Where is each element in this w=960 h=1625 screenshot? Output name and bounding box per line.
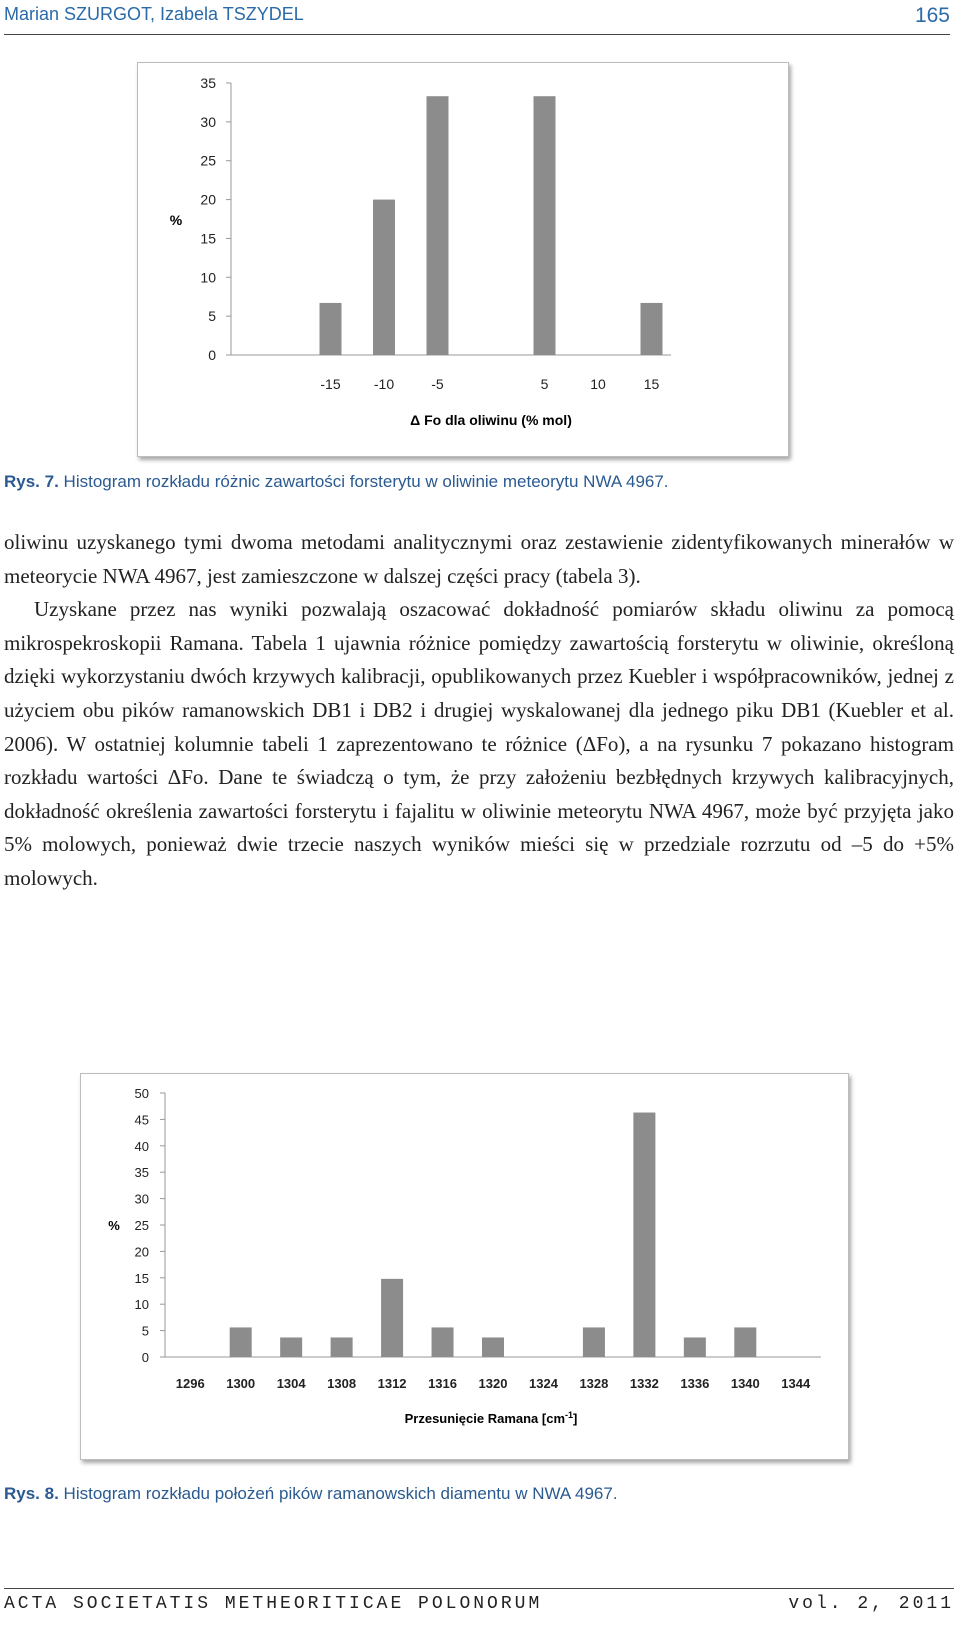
x-tick-label: 1332	[629, 1376, 659, 1391]
histogram-bar	[734, 1327, 756, 1357]
y-tick-label: 10	[200, 269, 216, 286]
histogram-bar	[280, 1337, 302, 1357]
x-tick-label: 5	[540, 376, 549, 392]
x-tick-label: 1304	[276, 1376, 306, 1391]
x-tick-label: 1312	[377, 1376, 407, 1391]
caption-label: Rys. 8.	[4, 1484, 59, 1503]
histogram-bar	[230, 1327, 252, 1357]
x-tick-label: 1320	[478, 1376, 508, 1391]
paragraph: oliwinu uzyskanego tymi dwoma metodami analitycznymi oraz zestawienie zidentyfikowanych minerałów w meteorycie NWA 4967, jest zamieszczone w dalszej części pracy (tabela 3).	[4, 530, 954, 588]
y-tick-label: 40	[134, 1138, 149, 1154]
unit-superscript: -1	[565, 1410, 574, 1420]
page-number: 165	[914, 4, 950, 27]
x-tick-label: 1340	[730, 1376, 760, 1391]
x-tick-label: 1324	[529, 1376, 558, 1391]
caption-label: Rys. 7.	[4, 472, 59, 491]
x-tick-label: 10	[590, 376, 606, 392]
x-tick-label: 1336	[680, 1376, 710, 1391]
x-tick-label: -15	[320, 376, 341, 392]
histogram-bar	[373, 200, 395, 355]
x-tick-label: 15	[643, 376, 660, 392]
y-tick-label: 45	[134, 1112, 149, 1128]
footer-rule	[4, 1588, 954, 1589]
histogram-delta-fo	[138, 63, 788, 456]
caption-text: Histogram rozkładu położeń pików ramanowskich diamentu w NWA 4967.	[63, 1484, 618, 1503]
x-tick-label: 1308	[327, 1376, 357, 1391]
y-tick-label: 35	[134, 1165, 149, 1181]
x-axis-label: Przesunięcie Ramana $[cm^{-1}]$	[404, 1410, 578, 1426]
x-tick-label: 1316	[428, 1376, 457, 1391]
y-tick-label: 50	[134, 1086, 149, 1101]
histogram-bar	[684, 1337, 706, 1357]
caption-text: Histogram rozkładu różnic zawartości forsterytu w oliwinie meteorytu NWA 4967.	[63, 472, 669, 491]
y-tick-label: 20	[134, 1244, 149, 1260]
figure-8-chart	[80, 1073, 849, 1460]
y-tick-label: 10	[134, 1297, 149, 1313]
page-footer	[4, 1594, 954, 1618]
y-tick-label: 15	[134, 1270, 149, 1286]
histogram-raman-shift	[81, 1074, 848, 1459]
paragraph: Uzyskane przez nas wyniki pozwalają oszacować dokładność pomiarów składu oliwinu za pomocą mikrospekroskopii Ramana. Tabela 1 ujawnia różnice pomiędzy zawartością forsterytu w oliwinie, określoną dzięki wykorzystaniu dwóch krzywych kalibracji, opublikowanych przez Kuebler i współpracowników, jednej z użyciem obu pików ramanowskich DB1 i DB2 i drugiej wyskalowanej dla jednego piku DB1 (Kuebler et al. 2006). W ostatniej kolumnie tabeli 1 zaprezentowano te różnice (ΔFo), a na rysunku 7 pokazano histogram rozkładu wartości ΔFo. Dane te świadczą o tym, że przy założeniu bezbłędnych krzywych kalibracyjnych, dokładność określenia zawartości forsterytu i fajalitu w oliwinie meteorytu NWA 4967, może być przyjęta jako 5% molowych, ponieważ dwie trzecie naszych wyników mieści się w przedziale rozrzutu od –5 do +5% molowych.	[4, 597, 954, 890]
y-tick-label: 30	[200, 113, 216, 130]
figure-7-chart	[137, 62, 789, 457]
x-axis-label: Δ Fo dla oliwinu (% mol)	[410, 412, 572, 428]
histogram-bar	[432, 1327, 454, 1357]
y-tick-label: 35	[200, 75, 216, 91]
y-tick-label: 20	[200, 191, 216, 208]
histogram-bar	[633, 1113, 655, 1357]
histogram-bar	[482, 1337, 504, 1357]
journal-name: ACTA SOCIETATIS METHEORITICAE POLONORUM	[4, 1594, 543, 1614]
y-tick-label: 0	[208, 347, 216, 363]
figure-8-caption	[4, 1484, 618, 1504]
y-axis-label: %	[169, 212, 183, 228]
journal-volume: vol. 2, 2011	[788, 1594, 954, 1614]
x-tick-label: -5	[431, 376, 444, 392]
y-tick-label: 25	[200, 152, 216, 169]
histogram-bar	[534, 96, 556, 355]
histogram-bar	[381, 1279, 403, 1357]
histogram-bar	[583, 1327, 605, 1357]
figure-7-caption	[4, 472, 669, 492]
page-header	[4, 4, 950, 35]
x-tick-label: -10	[373, 376, 395, 392]
x-tick-label: 1328	[579, 1376, 609, 1391]
y-tick-label: 0	[141, 1350, 149, 1365]
histogram-bar	[320, 303, 342, 355]
article-body	[4, 526, 954, 896]
histogram-bar	[427, 96, 449, 355]
histogram-bar	[641, 303, 663, 355]
x-tick-label: 1344	[781, 1376, 811, 1391]
x-tick-label: 1296	[175, 1376, 205, 1391]
y-tick-label: 15	[200, 230, 216, 247]
unit-close-bracket: ]	[573, 1411, 578, 1426]
y-tick-label: 30	[134, 1191, 149, 1207]
histogram-bar	[331, 1337, 353, 1357]
x-tick-label: 1300	[226, 1376, 256, 1391]
y-axis-label: %	[108, 1218, 120, 1233]
y-tick-label: 25	[134, 1218, 149, 1233]
y-tick-label: 5	[141, 1323, 149, 1339]
y-tick-label: 5	[208, 308, 216, 325]
running-head-authors: Marian SZURGOT, Izabela TSZYDEL	[4, 4, 304, 24]
